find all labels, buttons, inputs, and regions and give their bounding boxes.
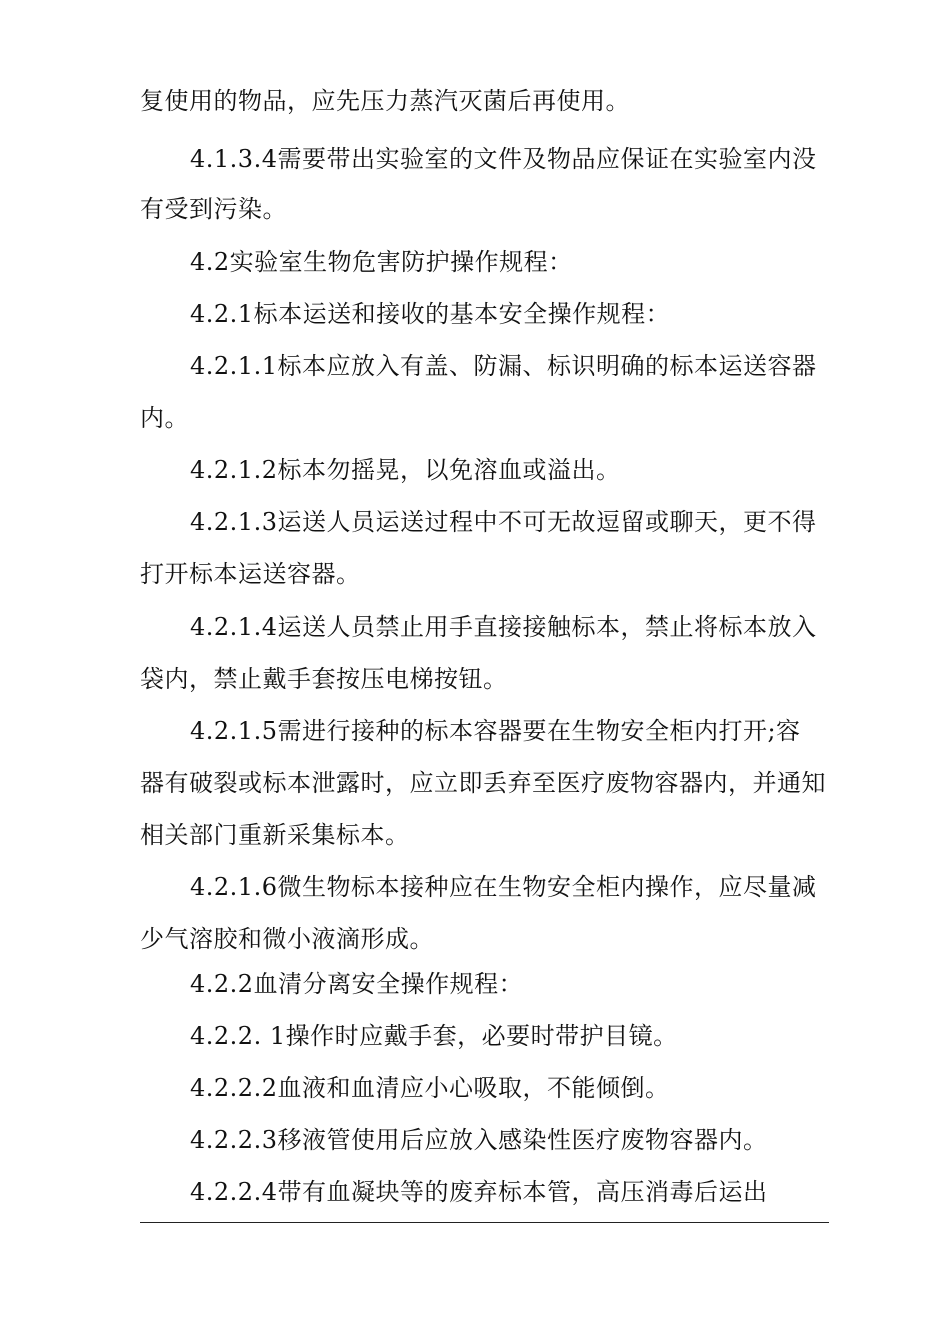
footer-divider <box>140 1222 829 1223</box>
text-line: 复使用的物品，应先压力蒸汽灭菌后再使用。 <box>140 87 630 115</box>
text-line: 4.2.2血清分离安全操作规程： <box>190 970 524 998</box>
text-line: 有受到污染。 <box>140 195 287 223</box>
text-line: 4.1.3.4需要带出实验室的文件及物品应保证在实验室内没 <box>190 145 817 173</box>
text-line: 器有破裂或标本泄露时，应立即丢弃至医疗废物容器内，并通知 <box>140 769 826 797</box>
text-line: 4.2.1.3运送人员运送过程中不可无故逗留或聊天，更不得 <box>190 508 817 536</box>
text-line: 4.2实验室生物危害防护操作规程： <box>190 248 573 276</box>
text-line: 4.2.1标本运送和接收的基本安全操作规程： <box>190 300 671 328</box>
text-line: 打开标本运送容器。 <box>140 560 361 588</box>
text-line: 4.2.1.2标本勿摇晃，以免溶血或溢出。 <box>190 456 621 484</box>
text-line: 相关部门重新采集标本。 <box>140 821 410 849</box>
text-line: 内。 <box>140 404 189 432</box>
text-line: 4.2.1.5需进行接种的标本容器要在生物安全柜内打开;容 <box>190 717 801 745</box>
text-line: 4.2.2.3移液管使用后应放入感染性医疗废物容器内。 <box>190 1126 768 1154</box>
text-line: 4.2.1.4运送人员禁止用手直接接触标本，禁止将标本放入 <box>190 613 817 641</box>
text-line: 少气溶胶和微小液滴形成。 <box>140 925 434 953</box>
text-line: 4.2.2.2血液和血清应小心吸取，不能倾倒。 <box>190 1074 670 1102</box>
text-line: 袋内，禁止戴手套按压电梯按钮。 <box>140 665 508 693</box>
text-line: 4.2.1.6微生物标本接种应在生物安全柜内操作，应尽量减 <box>190 873 817 901</box>
text-line: 4.2.2.4带有血凝块等的废弃标本管，高压消毒后运出 <box>190 1178 768 1206</box>
text-line: 4.2.1.1标本应放入有盖、防漏、标识明确的标本运送容器 <box>190 352 817 380</box>
text-line: 4.2.2. 1操作时应戴手套，必要时带护目镜。 <box>190 1022 678 1050</box>
